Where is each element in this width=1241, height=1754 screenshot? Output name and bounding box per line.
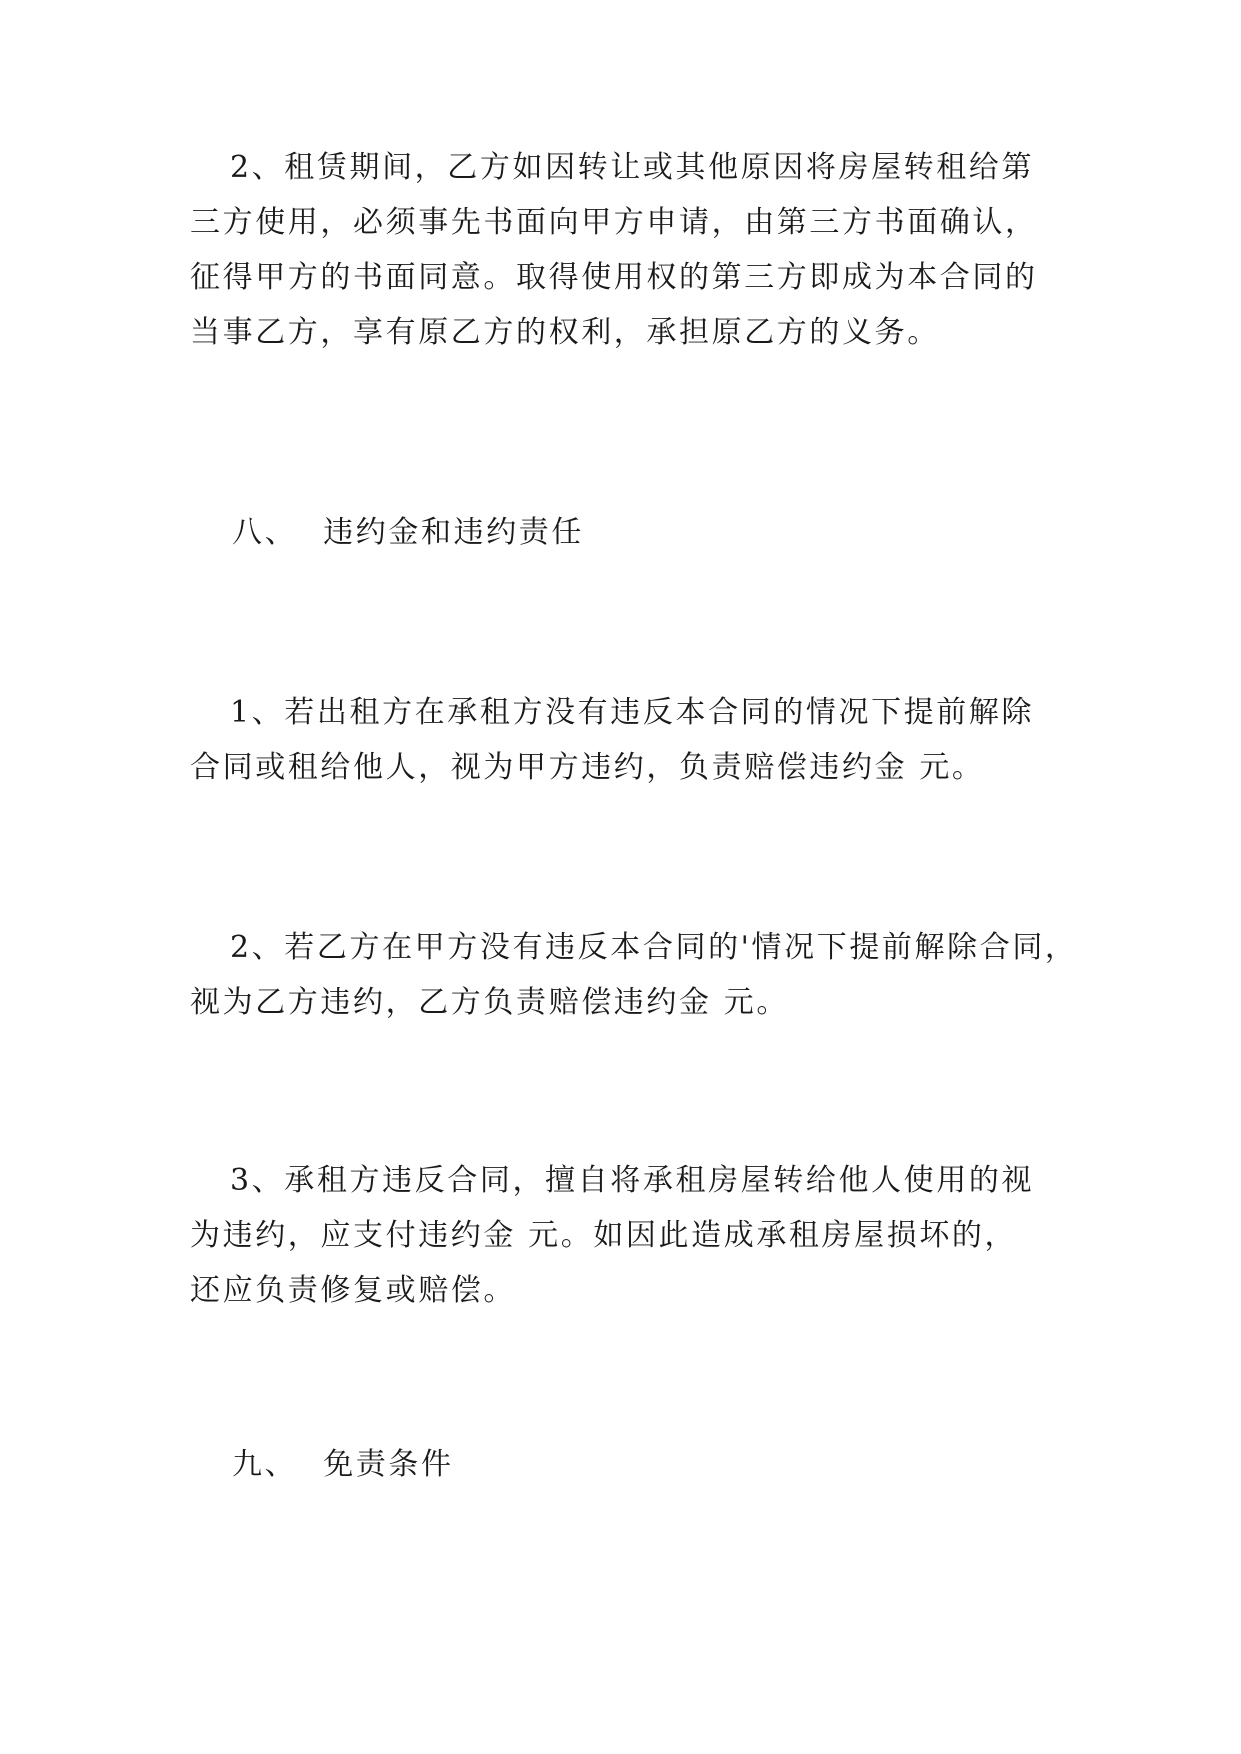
section-heading-8: [232, 505, 584, 560]
text-line: 合同或租给他人，视为甲方违约，负责赔偿违约金 元。: [190, 750, 985, 785]
text-line: 三方使用，必须事先书面向甲方申请，由第三方书面确认，: [190, 205, 1038, 240]
text-line: 为违约，应支付违约金 元。如因此造成承租房屋损坏的，: [190, 1218, 1018, 1253]
text-line: 征得甲方的书面同意。取得使用权的第三方即成为本合同的: [190, 260, 1038, 295]
section-heading-9: [232, 1437, 454, 1492]
section-number: 九、: [232, 1447, 298, 1482]
clause-penalty-2: [190, 920, 1078, 1030]
section-title: 违约金和违约责任: [323, 515, 585, 550]
text-line: 3、承租方违反合同，擅自将承租房屋转给他人使用的视: [230, 1163, 1035, 1198]
clause-sublet: [190, 140, 1060, 360]
section-number: 八、: [232, 515, 298, 550]
text-line: 1、若出租方在承租方没有违反本合同的情况下提前解除: [230, 695, 1035, 730]
clause-penalty-3: [190, 1153, 1060, 1318]
section-title: 免责条件: [323, 1447, 454, 1482]
text-line: 2、若乙方在甲方没有违反本合同的'情况下提前解除合同，: [230, 930, 1078, 965]
text-line: 2、租赁期间，乙方如因转让或其他原因将房屋转租给第: [230, 150, 1035, 185]
text-line: 视为乙方违约，乙方负责赔偿违约金 元。: [190, 985, 789, 1020]
text-line: 还应负责修复或赔偿。: [190, 1273, 516, 1308]
clause-penalty-1: [190, 685, 1060, 795]
text-line: 当事乙方，享有原乙方的权利，承担原乙方的义务。: [190, 315, 940, 350]
